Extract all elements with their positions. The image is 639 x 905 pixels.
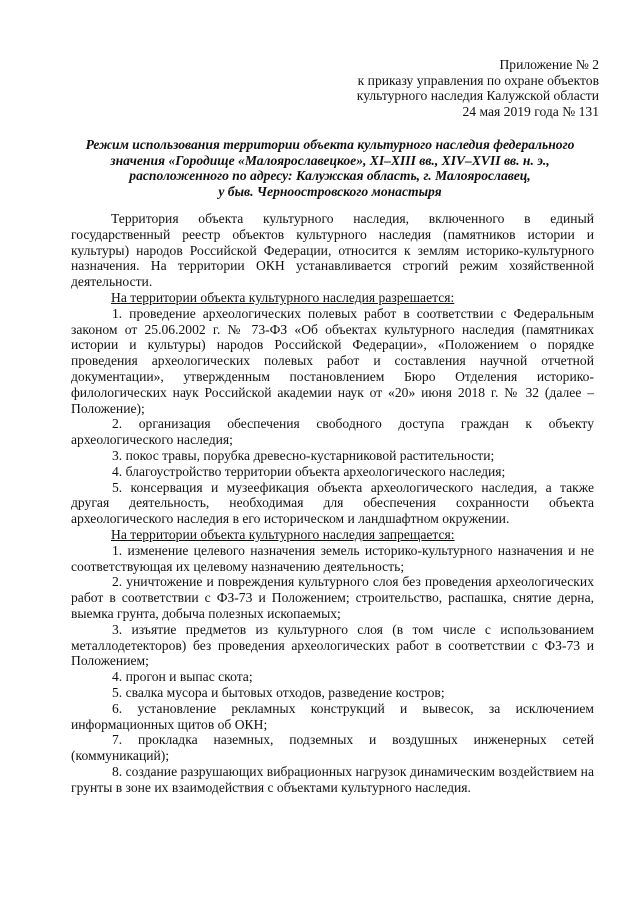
title-line-3: расположенного по адресу: Калужская область, г. Малоярославец, xyxy=(129,168,531,183)
title-line-4: у быв. Черноостровского монастыря xyxy=(218,183,442,199)
prohibited-item: 7. прокладка наземных, подземных и воздушных инженерных сетей (коммуникаций); xyxy=(71,732,594,764)
title-line-2: значения «Городище «Малоярославецкое», XI–XIII вв., XIV–XVII вв. н. э., xyxy=(110,152,550,168)
intro-paragraph: Территория объекта культурного наследия, включенного в единый государственный реестр объектов культурного наследия (памятников истории и культуры) народов Российской Федерации, относится к землям историко-культурного назначения. На территории ОКН устанавливается строгий режим хозяйственной деятельности. xyxy=(71,211,594,290)
prohibited-heading-para xyxy=(71,527,594,543)
allowed-item: 3. покос травы, порубка древесно-кустарниковой растительности; xyxy=(112,447,495,463)
document-body xyxy=(71,211,594,795)
appendix-date: 24 мая 2019 года № 131 xyxy=(462,103,599,119)
document-title xyxy=(60,137,600,199)
allowed-item: 2. организация обеспечения свободного доступа граждан к объекту археологического наследия; xyxy=(71,416,594,448)
prohibited-item: 6. установление рекламных конструкций и вывесок, за исключением информационных щитов об ОКН; xyxy=(71,700,594,732)
prohibited-item: 2. уничтожение и повреждения культурного слоя без проведения археологических работ в соответствии с ФЗ-73 и Положением; строительство, распашка, снятие дерна, выемка грунта, добыча полезных ископаемых; xyxy=(71,574,594,621)
allowed-item: 1. проведение археологических полевых работ в соответствии с Федеральным законом от 25.06.2002 г. № 73-ФЗ «Об объектах культурного наследия (памятниках истории и культуры) народов Российской Федерации», «Положением о порядке проведения археологических полевых работ и составления научной отчетной документации», утвержденным постановлением Бюро Отделения историко-филологических наук Российской академии наук от «20» июня 2018 г. № 32 (далее – Положение); xyxy=(71,305,594,416)
appendix-number: Приложение № 2 xyxy=(499,57,599,72)
appendix-authority: культурного наследия Калужской области xyxy=(356,88,599,103)
title-line-1: Режим использования территории объекта культурного наследия федерального xyxy=(85,137,575,152)
appendix-order-ref: к приказу управления по охране объектов xyxy=(357,72,599,88)
prohibited-item: 1. изменение целевого назначения земель историко-культурного назначения и не соответствующая их целевому назначению деятельность; xyxy=(71,542,594,574)
allowed-heading-para xyxy=(71,290,594,306)
prohibited-item: 4. прогон и выпас скота; xyxy=(112,669,253,685)
allowed-item: 5. консервация и музеефикация объекта археологического наследия, а также другая деятельность, необходимая для обеспечения сохранности объекта археологического наследия в его историческом и ландшафтном окружении. xyxy=(71,479,594,527)
prohibited-heading: На территории объекта культурного наследия запрещается: xyxy=(111,526,455,542)
allowed-item: 4. благоустройство территории объекта археологического наследия; xyxy=(112,463,506,479)
prohibited-item: 5. свалка мусора и бытовых отходов, разведение костров; xyxy=(112,684,445,700)
prohibited-item: 8. создание разрушающих вибрационных нагрузок динамическим воздействием на грунты в зоне их взаимодействия с объектами культурного наследия. xyxy=(71,763,594,795)
appendix-header xyxy=(299,57,599,119)
allowed-heading: На территории объекта культурного наследия разрешается: xyxy=(111,289,455,305)
prohibited-item: 3. изъятие предметов из культурного слоя (в том числе с использованием металлодетекторов) без проведения археологических работ в соответствии с ФЗ-73 и Положением; xyxy=(71,621,594,669)
